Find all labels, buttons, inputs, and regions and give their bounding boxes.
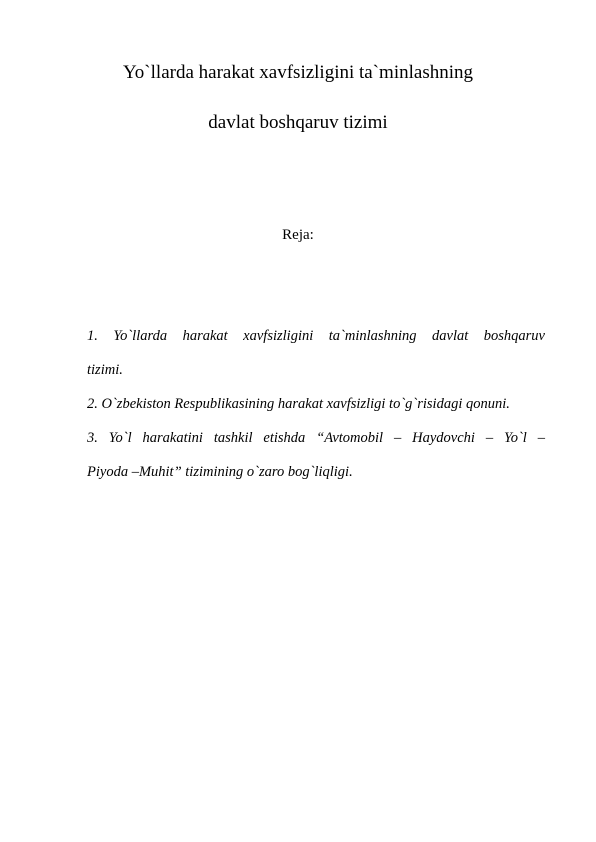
plan-heading: Reja: [282, 227, 314, 243]
plan-item-2 [87, 387, 545, 421]
plan-item-1-line-2: tizimi. [87, 362, 123, 378]
plan-item-3-line-1: 3. Yo`l harakatini tashkil etishda “Avtomobil – Haydovchi – Yo`l – [87, 430, 545, 446]
plan-item-3 [87, 421, 545, 489]
plan-item-1-line-1: 1. Yo`llarda harakat xavfsizligini ta`minlashning davlat boshqaruv [87, 328, 545, 344]
document-title-line-2: davlat boshqaruv tizimi [208, 112, 388, 133]
plan-item-2-line-1: 2. O`zbekiston Respublikasining harakat xavfsizligi to`g`risidagi qonuni. [87, 396, 510, 412]
plan-item-1 [87, 319, 545, 387]
plan-item-3-line-2: Piyoda –Muhit” tizimining o`zaro bog`liqligi. [87, 464, 353, 480]
plan-list [87, 319, 545, 489]
document-title-line-1: Yo`llarda harakat xavfsizligini ta`minlashning [122, 62, 473, 83]
